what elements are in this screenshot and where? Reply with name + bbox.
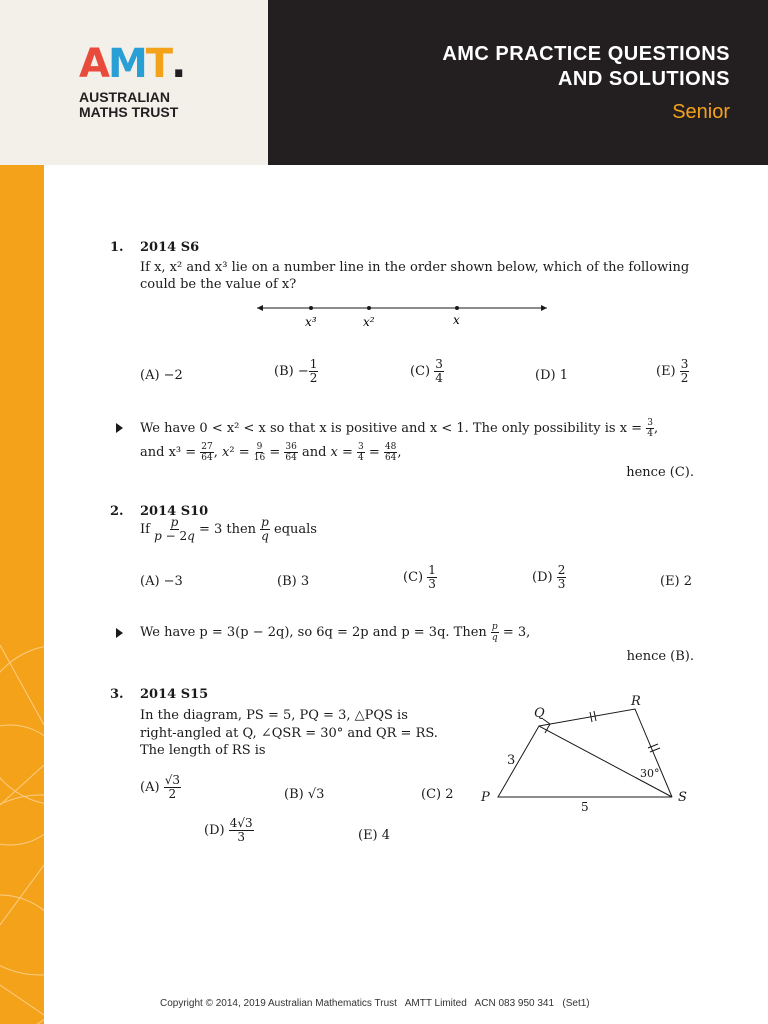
answer-option: (C) $\frac{1}{3}$ [403, 563, 436, 591]
number-line [255, 300, 555, 330]
decorative-side-bar [0, 165, 44, 1024]
solution-text: We have p = 3(p − 2q), so 6q = 2p and p = 3q. Then $\frac{p}{q}$ = 3, [140, 622, 531, 643]
answer-option: (C) $\frac{3}{4}$ [410, 357, 443, 385]
number-line-label: x³ [305, 315, 317, 329]
triangle-diagram [470, 688, 700, 818]
number-line-label: x [453, 313, 460, 327]
answer-option: (A) −3 [140, 574, 183, 589]
amt-logo: AMT. [79, 41, 185, 87]
answer-option: (E) $\frac{3}{2}$ [656, 357, 689, 385]
answer-option: (B) √3 [284, 787, 325, 802]
solution-text: We have 0 < x² < x so that x is positive and x < 1. The only possibility is x = $\frac{3}{4}$ , [140, 418, 659, 439]
question-text: If $\frac{p}{p - 2q}$ = 3 then $\frac{p}{q}$ equals [140, 515, 317, 543]
answer-option: (B) − $\frac{1}{2}$ [274, 357, 318, 385]
solution-answer: hence (C). [626, 465, 694, 480]
answer-option: (B) 3 [277, 574, 310, 589]
question-text: In the diagram, PS = 5, PQ = 3, △PQS is [140, 708, 408, 723]
diagram-label: 3 [507, 753, 516, 768]
answer-option: (E) 4 [358, 828, 391, 843]
number-line-label: x² [363, 315, 375, 329]
question-text: The length of RS is [140, 743, 266, 758]
page-title: AMC PRACTICE QUESTIONS AND SOLUTIONS [442, 43, 730, 90]
answer-option: (E) 2 [660, 574, 693, 589]
diagram-label: S [678, 790, 687, 805]
answer-option: (A) −2 [140, 368, 183, 383]
question-text: If x, x² and x³ lie on a number line in the order shown below, which of the following [140, 260, 690, 275]
solution-marker-icon [116, 423, 123, 433]
question-text: could be the value of x? [140, 277, 297, 292]
logo-wordmark: AUSTRALIAN MATHS TRUST [79, 89, 179, 120]
diagram-label: P [481, 790, 490, 805]
question-number: 1. [110, 240, 124, 255]
answer-option: (D) 1 [535, 368, 568, 383]
answer-option: (D) $\frac{4√3}{3}$ [204, 816, 253, 844]
footer-copyright: Copyright © 2014, 2019 Australian Mathematics Trust AMTT Limited ACN 083 950 341 (Set1) [160, 998, 590, 1009]
diagram-label: Q [534, 706, 545, 721]
question-code: 2014 S15 [140, 687, 209, 702]
question-code: 2014 S10 [140, 504, 209, 519]
question-code: 2014 S6 [140, 240, 200, 255]
question-text: right-angled at Q, ∠QSR = 30° and QR = RS. [140, 726, 438, 741]
solution-marker-icon [116, 628, 123, 638]
answer-option: (D) $\frac{2}{3}$ [532, 563, 566, 591]
diagram-label: R [631, 694, 641, 709]
answer-option: (C) 2 [421, 787, 454, 802]
page-subtitle: Senior [672, 101, 730, 123]
diagram-label: 5 [581, 800, 589, 814]
question-number: 3. [110, 687, 124, 702]
solution-answer: hence (B). [626, 649, 694, 664]
solution-text: and x³ = $\frac{27}{64}$ , x² = $\frac{9}{16}$ = $\frac{36}{64}$ and x = $\frac{3}{4}$ = $\frac{48}{64}$ , [140, 442, 402, 463]
diagram-label: 30° [640, 767, 660, 780]
answer-option: (A) $\frac{√3}{2}$ [140, 773, 180, 801]
question-number: 2. [110, 504, 124, 519]
